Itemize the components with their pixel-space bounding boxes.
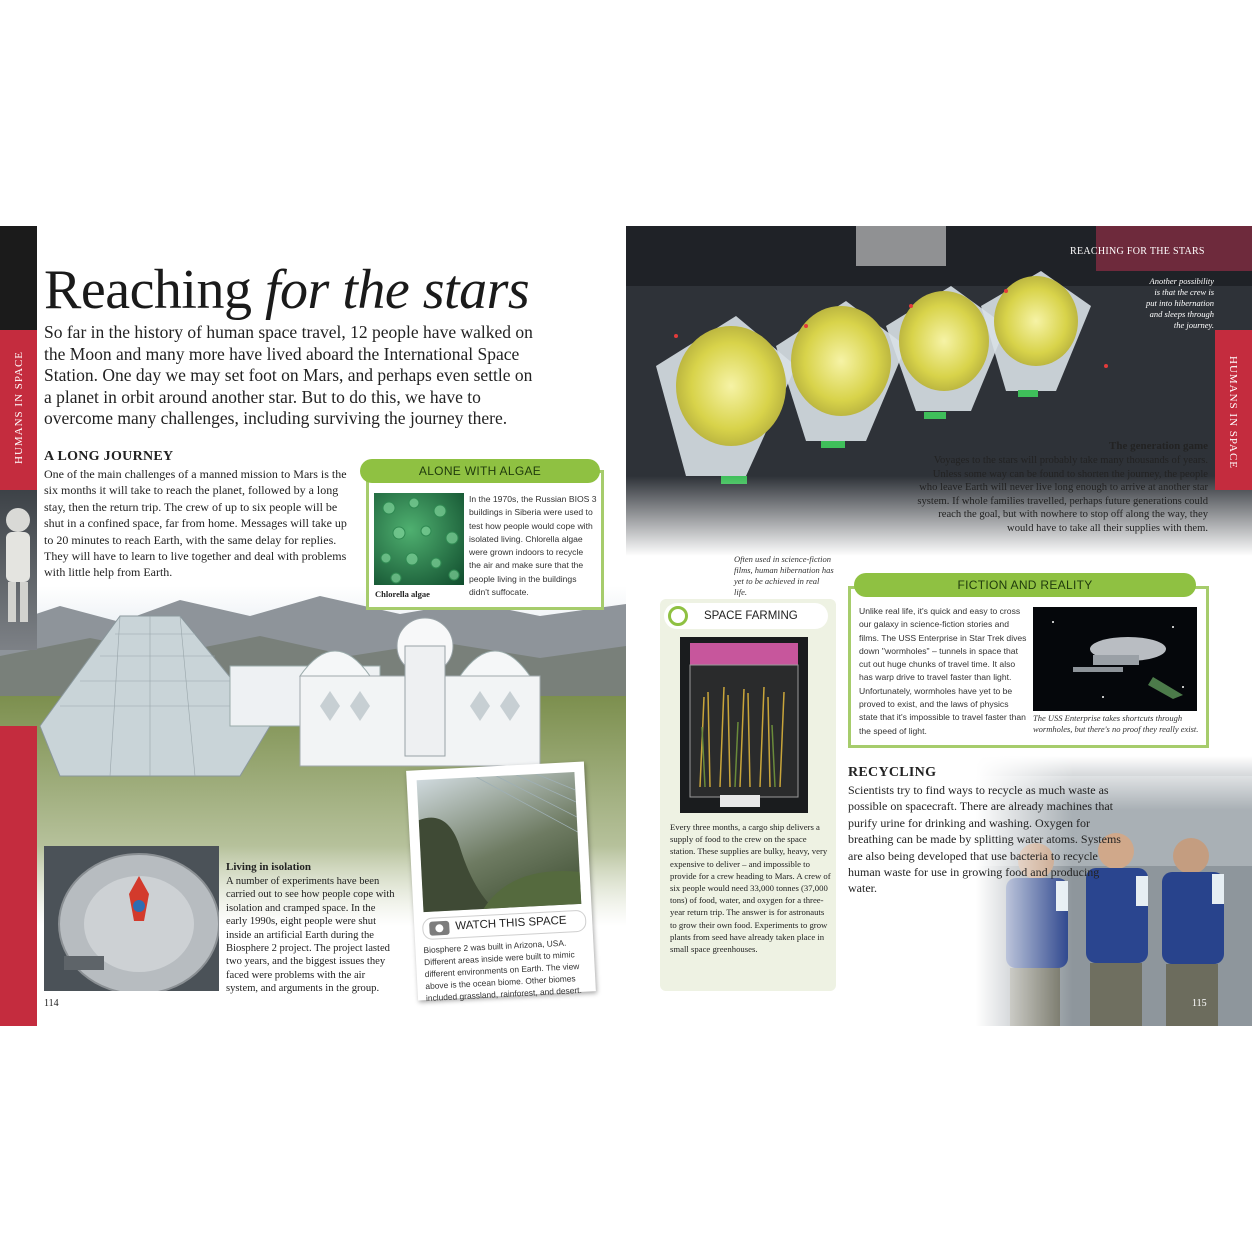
- isolation-heading: Living in isolation: [226, 861, 311, 873]
- recycling-text: Scientists try to find ways to recycle as much waste as possible on spacecraft. There are already machines that purify urine for drinking and washing. Oxygen for breathing can be made by splitting water atoms. Systems are also being developed that use bacteria to recycle human waste for use in growing food and producing water.: [848, 783, 1121, 896]
- farming-box: [660, 599, 836, 991]
- fiction-caption: The USS Enterprise takes shortcuts through wormholes, but there's no proof they really exist.: [1033, 713, 1199, 734]
- isolation-text: A number of experiments have been carried out to see how people cope with isolation and cramped space. In the early 1990s, eight people were shut inside an artificial Earth during the Biosphere 2 project. The project lasted two years, and the biggest issues they faced were problems with the air system, and arguments in the group.: [226, 876, 395, 995]
- side-tab-black: [0, 226, 37, 330]
- isolation-photo: [44, 846, 219, 991]
- algae-text: In the 1970s, the Russian BIOS 3 buildings in Siberia were used to test how people would cope with isolated living. Chlorella algae were grown indoors to recycle the air and make sure that the people living in the buildings didn't suffocate.: [469, 494, 597, 598]
- algae-caption: Chlorella algae: [375, 589, 430, 599]
- astronaut-photo: [0, 490, 37, 650]
- fiction-text: Unlike real life, it's quick and easy to cross our galaxy in science-fiction stories and films. The USS Enterprise in Star Trek dives down "wormholes" – tunnels in space that cut out huge chunks of travel time. It also has warp drive to travel faster than light. Unfortunately, wormholes have yet to be proved to exist, and the laws of physics state that it's impossible to travel faster than the speed of light.: [859, 606, 1027, 736]
- watch-title-bar: [422, 910, 587, 941]
- journey-text: One of the main challenges of a manned mission to Mars is the six months it will take to reach the planet, followed by a long stay, then the return trip. The crew of up to six people will be shut in a confined space, far from home. Messages will take up to 20 minutes to reach Earth, with the same delay for replies. They will have to learn to live together and deal with problems with little help from Earth.: [44, 467, 347, 580]
- watch-title: WATCH THIS SPACE: [455, 914, 567, 933]
- fiction-box-title: FICTION AND REALITY: [854, 573, 1196, 597]
- biome-illustration: [417, 772, 582, 912]
- scifi-caption: Often used in science-fiction films, human hibernation has yet to be achieved in real life.: [734, 554, 834, 597]
- ocean-biome-photo: [417, 772, 582, 912]
- farming-text: Every three months, a cargo ship delivers a supply of food to the crew on the space station. These supplies are bulky, heavy, very expensive to deliver – and impossible to provide for a crew heading to Mars. A crew of six people would need 33,000 tonnes (37,000 tons) of food, water, and oxygen for a three-year return trip. The answer is for astronauts to grow their own food. Experiments to grow plants from seed have already taken place in small space greenhouses.: [670, 822, 831, 955]
- journey-heading: A LONG JOURNEY: [44, 449, 174, 464]
- astronaut-illustration: [0, 490, 37, 650]
- side-tab-label-right: HUMANS IN SPACE: [1227, 356, 1239, 470]
- intro-paragraph: So far in the history of human space travel, 12 people have walked on the Moon and many more have lived aboard the International Space Station. One day we may set foot on Mars, and perhaps even settle on a planet in orbit around another star. But to do this, we have to overcome many challenges, including surviving the journey there.: [44, 322, 533, 428]
- watch-text: Biosphere 2 was built in Arizona, USA. Different areas inside were built to mimic different environments on Earth. The view above is the ocean biome. Other biomes included grassland, rainforest, and desert.: [423, 937, 583, 1004]
- farming-title: SPACE FARMING: [704, 610, 798, 622]
- side-band-red: [0, 726, 37, 1026]
- page-title: [44, 259, 604, 321]
- greenhouse-photo: [680, 637, 808, 813]
- camera-icon: [429, 921, 450, 936]
- magnifier-icon: [668, 606, 688, 626]
- algae-cells: [374, 493, 464, 585]
- greenhouse-illustration: [680, 637, 808, 813]
- hibernation-caption: Another possibility is that the crew is put into hibernation and sleeps through the journey.: [1146, 276, 1214, 330]
- enterprise-photo: [1033, 607, 1197, 711]
- starship-illustration: [1033, 607, 1197, 711]
- side-tab-label: HUMANS IN SPACE: [13, 350, 25, 464]
- page-number-right: 115: [1192, 998, 1207, 1009]
- farming-title-bar: [664, 603, 828, 629]
- left-page: [0, 226, 626, 1026]
- fiction-box: [848, 586, 1209, 748]
- title-italic: for the stars: [264, 259, 530, 321]
- recycling-heading: RECYCLING: [848, 765, 937, 780]
- habitat-illustration: [44, 846, 219, 991]
- algae-box-title: ALONE WITH ALGAE: [360, 459, 600, 483]
- page-number-left: 114: [44, 998, 59, 1009]
- algae-photo: [374, 493, 464, 585]
- generation-heading: The generation game: [1109, 440, 1208, 452]
- watch-this-space-card: [406, 761, 596, 1004]
- algae-box: [366, 470, 604, 610]
- running-head: REACHING FOR THE STARS: [1070, 246, 1205, 257]
- right-page: [626, 226, 1252, 1026]
- title-plain: Reaching: [44, 259, 265, 321]
- book-spread: [0, 226, 1252, 1026]
- generation-text: Voyages to the stars will probably take many thousands of years. Unless some way can be found to shorten the journey, the people who leave Earth will never live long enough to arrive at another star system. If whole families travelled, perhaps future generations could reach the goal, but with nowhere to stop off along the way, they would have to take all their supplies with them.: [917, 455, 1208, 534]
